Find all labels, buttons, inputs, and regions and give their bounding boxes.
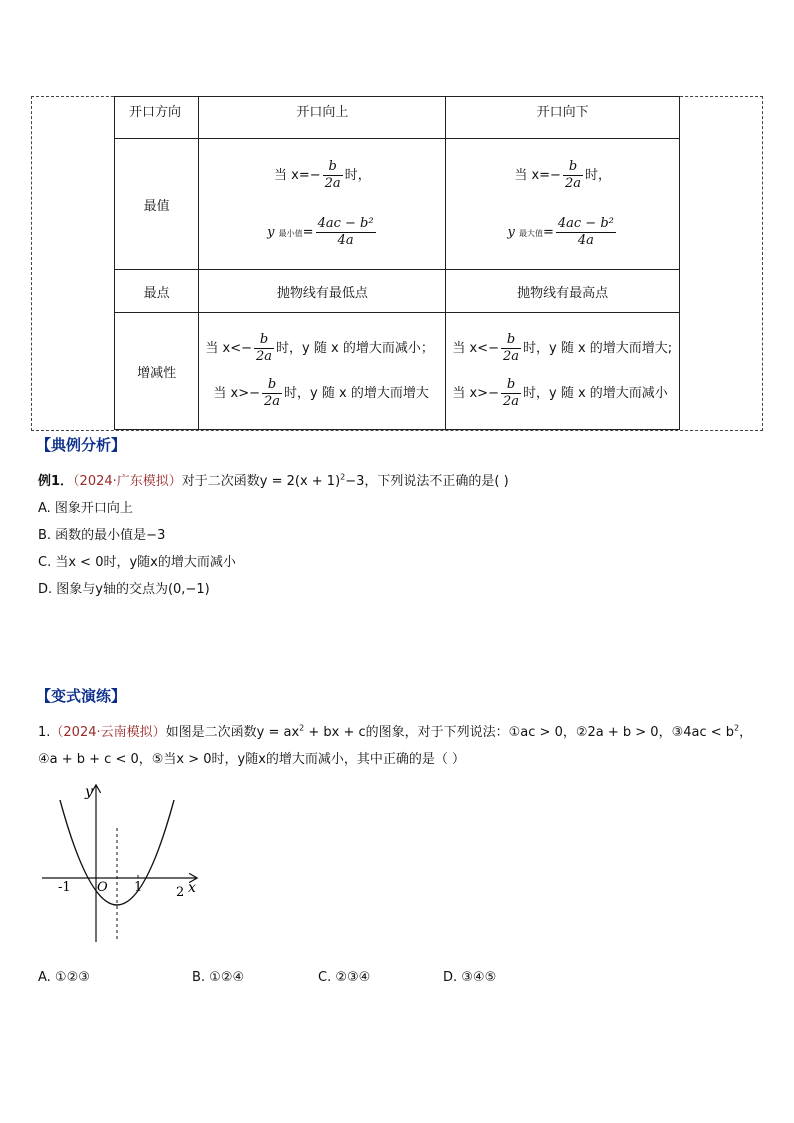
monotonic-up-cell	[199, 313, 446, 430]
equals: =	[542, 225, 554, 240]
tick-label: -1	[58, 880, 71, 895]
fraction: $\frac{b}{2a}$	[256, 332, 273, 364]
source-tag: （2024·广东模拟）	[73, 474, 182, 489]
value-fraction: $\frac{\text{4ac − b²}}{4a}$	[317, 216, 374, 248]
vertex-up: 抛物线有最低点	[199, 270, 446, 313]
option-a: A. 图象开口向上	[38, 501, 133, 516]
fraction: $\frac{b}{2a}$	[502, 332, 520, 364]
exercise-option-d: D. ③④⑤	[443, 970, 497, 985]
section-title-examples: 【典例分析】	[36, 436, 127, 454]
text: 时，y 随 x 的增大而增大	[284, 386, 429, 401]
text: 当 x>−	[213, 386, 260, 401]
section-title-practice: 【变式演练】	[36, 687, 127, 705]
source-tag: （2024·云南模拟）	[50, 725, 166, 740]
exercise-line-2: ④a + b + c < 0，⑤当x > 0时，y随x的增大而减小，其中正确的是（ ）	[38, 752, 466, 767]
vertex-label: 最点	[115, 270, 199, 313]
x-axis-label: x	[188, 880, 196, 896]
superscript: 2	[299, 723, 305, 733]
origin-label: O	[97, 880, 108, 895]
when-prefix: 当 x=−	[274, 168, 321, 183]
monotonic-label: 增减性	[115, 313, 199, 430]
equals: =	[302, 225, 314, 240]
table-row	[115, 313, 680, 430]
text: 时，y 随 x 的增大而减小	[523, 386, 668, 401]
exercise-option-c: C. ②③④	[318, 970, 371, 985]
max-subscript: 最大值	[518, 229, 543, 238]
header-down: 开口向下	[446, 97, 680, 139]
text: 时，y 随 x 的增大而减小；	[276, 341, 434, 356]
text: 时，y 随 x 的增大而增大;	[523, 341, 673, 356]
y-symbol: y	[507, 225, 515, 240]
exercise-option-b: B. ①②④	[192, 970, 245, 985]
option-d: D. 图象与y轴的交点为(0,−1)	[38, 582, 210, 597]
text: 当 x<−	[452, 341, 499, 356]
example-label: 例1．	[38, 474, 74, 489]
exercise-option-a: A. ①②③	[38, 970, 90, 985]
fraction: $\frac{b}{2a}$	[324, 159, 341, 191]
fraction: $\frac{b}{2a}$	[564, 159, 581, 191]
table-row	[115, 270, 680, 313]
question-text: −3，下列说法不正确的是( )	[345, 474, 509, 489]
example-question	[38, 470, 509, 489]
min-subscript: 最小值	[278, 229, 303, 238]
table-row	[115, 97, 680, 139]
extreme-down-cell	[446, 139, 680, 270]
question-text: + bx + c的图象，对于下列说法：①ac > 0，②2a + b > 0，③4ac < b	[304, 725, 735, 740]
y-symbol: y	[267, 225, 275, 240]
value-fraction: $\frac{\text{4ac − b²}}{4a}$	[557, 216, 614, 248]
header-label: 开口方向	[115, 97, 199, 139]
when-suffix: 时，	[585, 168, 612, 183]
question-text: 如图是二次函数y = ax	[165, 725, 300, 740]
text: 当 x>−	[452, 386, 499, 401]
fraction: $\frac{b}{2a}$	[502, 377, 520, 409]
option-b: B. 函数的最小值是−3	[38, 528, 166, 543]
when-suffix: 时，	[344, 168, 371, 183]
fraction: $\frac{b}{2a}$	[264, 377, 281, 409]
header-up: 开口向上	[199, 97, 446, 139]
question-text: ，	[739, 725, 753, 740]
text: 当 x<−	[205, 341, 252, 356]
monotonic-down-cell	[446, 313, 680, 430]
tick-label: 2	[176, 885, 185, 900]
parabola-properties-table	[114, 96, 680, 430]
exercise-line-1	[38, 721, 752, 740]
question-text: 对于二次函数y = 2(x + 1)	[181, 474, 341, 489]
parabola-graph	[38, 778, 208, 948]
superscript: 2	[734, 723, 740, 733]
table-row	[115, 139, 680, 270]
tick-label: 1	[134, 880, 143, 895]
extreme-up-cell	[199, 139, 446, 270]
superscript: 2	[340, 472, 346, 482]
vertex-down: 抛物线有最高点	[446, 270, 680, 313]
exercise-label: 1.	[38, 725, 51, 740]
when-prefix: 当 x=−	[514, 168, 561, 183]
option-c: C. 当x < 0时，y随x的增大而减小	[38, 555, 236, 570]
extreme-label: 最值	[115, 139, 199, 270]
y-axis-label: y	[85, 784, 93, 800]
